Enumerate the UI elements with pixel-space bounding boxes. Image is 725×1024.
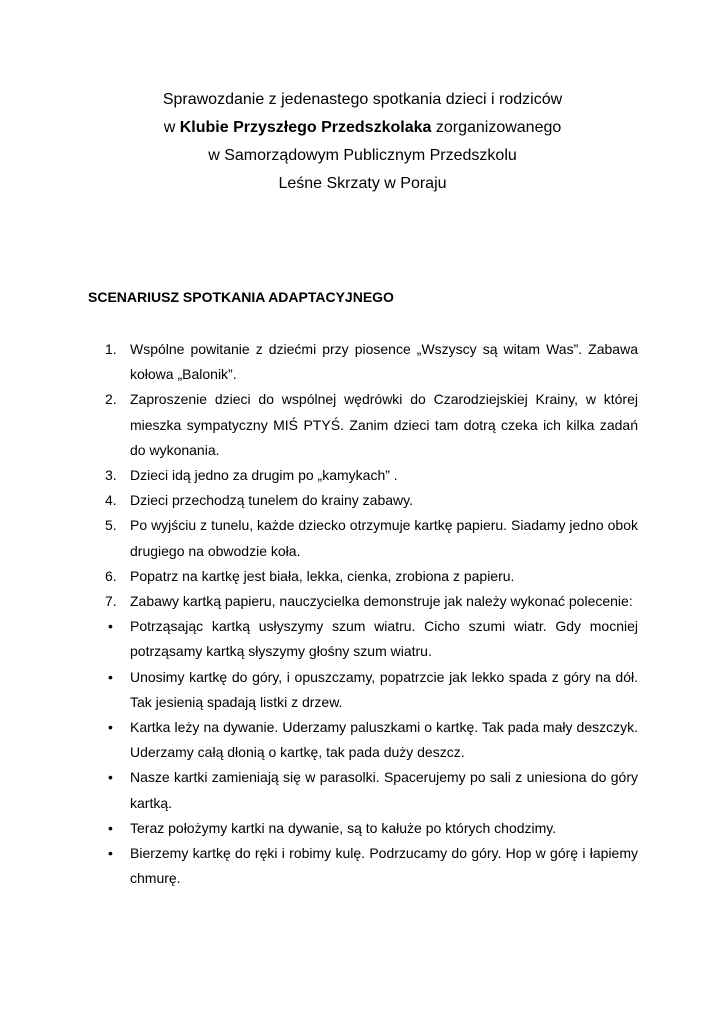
item-text: Unosimy kartkę do góry, i opuszczamy, popatrzcie jak lekko spada z góry na dół. Tak jesienią spadają listki z drzew. — [130, 668, 638, 710]
scenario-list — [88, 337, 638, 891]
list-item — [88, 589, 638, 614]
title-line-1: Sprawozdanie z jedenastego spotkania dzieci i rodziców — [162, 91, 563, 108]
list-item — [88, 513, 638, 563]
item-text: Popatrz na kartkę jest biała, lekka, cienka, zrobiona z papieru. — [130, 567, 515, 584]
item-text: Dzieci przechodzą tunelem do krainy zabawy. — [130, 492, 413, 509]
list-item — [88, 387, 638, 463]
item-number: 3. — [105, 467, 117, 484]
item-text: Nasze kartki zamieniają się w parasolki. Spacerujemy po sali z uniesiona do góry kartką. — [130, 769, 638, 811]
item-number: 4. — [105, 492, 117, 509]
bullet-icon: • — [108, 719, 113, 736]
bullet-item — [88, 841, 638, 891]
document-title — [0, 86, 725, 198]
bullet-icon: • — [108, 819, 113, 836]
item-number: 6. — [105, 567, 117, 584]
title-line-2 — [0, 114, 725, 142]
item-text: Po wyjściu z tunelu, każde dziecko otrzymuje kartkę papieru. Siadamy jedno obok drugiego na obwodzie koła. — [130, 517, 638, 559]
bullet-icon: • — [108, 618, 113, 635]
bullet-icon: • — [108, 845, 113, 862]
list-item — [88, 488, 638, 513]
item-text: Teraz położymy kartki na dywanie, są to kałuże po których chodzimy. — [130, 819, 557, 836]
title-club-name: Klubie Przyszłego Przedszkolaka — [179, 119, 432, 136]
title-line-3: w Samorządowym Publicznym Przedszkolu — [208, 147, 517, 164]
title-line-2-suffix: zorganizowanego — [431, 119, 562, 136]
bullet-item — [88, 614, 638, 664]
item-text: Dzieci idą jedno za drugim po „kamykach” . — [130, 467, 398, 484]
item-number: 5. — [105, 517, 117, 534]
bullet-item — [88, 665, 638, 715]
bullet-item — [88, 816, 638, 841]
item-text: Wspólne powitanie z dziećmi przy piosence „Wszyscy są witam Was”. Zabawa kołowa „Balonik”. — [130, 341, 638, 383]
item-text: Potrząsając kartką usłyszymy szum wiatru. Cicho szumi wiatr. Gdy mocniej potrząsamy kartką słyszymy głośny szum wiatru. — [130, 618, 638, 660]
item-text: Zaproszenie dzieci do wspólnej wędrówki do Czarodziejskiej Krainy, w której mieszka sympatyczny MIŚ PTYŚ. Zanim dzieci tam dotrą czeka ich kilka zadań do wykonania. — [130, 391, 638, 458]
title-line-4: Leśne Skrzaty w Poraju — [278, 175, 447, 192]
bullet-item — [88, 765, 638, 815]
item-text: Kartka leży na dywanie. Uderzamy paluszkami o kartkę. Tak pada mały deszczyk. Uderzamy całą dłonią o kartkę, tak pada duży deszcz. — [130, 719, 638, 761]
title-line-2-prefix: w — [163, 119, 180, 136]
bullet-icon: • — [108, 769, 113, 786]
item-text: Zabawy kartką papieru, nauczycielka demonstruje jak należy wykonać polecenie: — [130, 593, 633, 610]
item-number: 1. — [105, 341, 117, 357]
list-item — [88, 463, 638, 488]
item-number: 7. — [105, 593, 117, 610]
item-text: Bierzemy kartkę do ręki i robimy kulę. Podrzucamy do góry. Hop w górę i łapiemy chmurę. — [130, 845, 638, 887]
bullet-icon: • — [108, 668, 113, 685]
section-heading: SCENARIUSZ SPOTKANIA ADAPTACYJNEGO — [88, 289, 394, 305]
bullet-item — [88, 715, 638, 765]
list-item — [88, 337, 638, 387]
list-item — [88, 564, 638, 589]
item-number: 2. — [105, 391, 117, 408]
